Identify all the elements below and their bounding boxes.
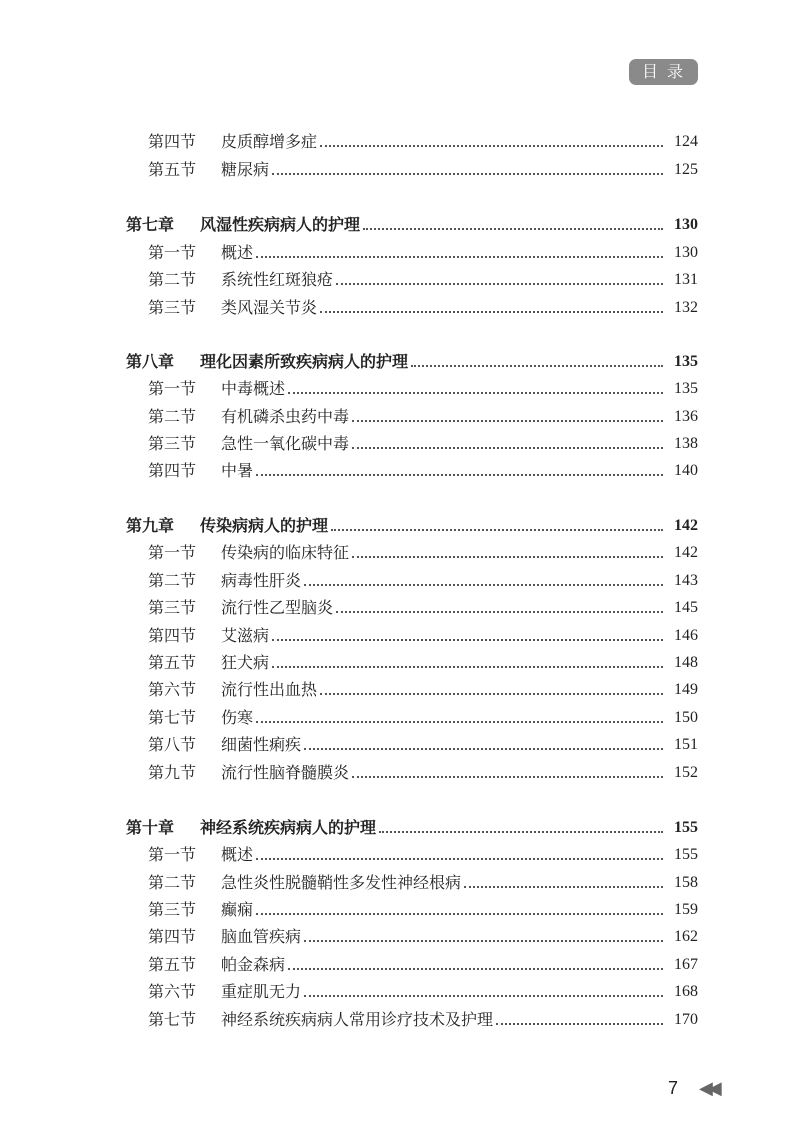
entry-number: 第二节: [148, 407, 197, 426]
double-left-arrow-icon: ◀◀: [699, 1078, 717, 1099]
entry-title: 系统性红斑狼疮: [221, 270, 334, 289]
entry-page-number: 140: [674, 462, 698, 479]
entry-title: 帕金森病: [221, 955, 286, 974]
entry-number: 第三节: [148, 900, 197, 919]
entry-number: 第六节: [148, 680, 197, 699]
toc-chapter-entry[interactable]: [0, 814, 800, 838]
entry-page-number: 150: [674, 709, 698, 726]
entry-number: 第十章: [126, 818, 175, 837]
dot-leader: [352, 420, 663, 422]
entry-title: 理化因素所致疾病病人的护理: [200, 352, 409, 371]
entry-title: 脑血管疾病: [221, 927, 302, 946]
dot-leader: [272, 666, 663, 668]
entry-number: 第八节: [148, 735, 197, 754]
entry-title: 中暑: [221, 461, 254, 480]
page-number: 7: [668, 1078, 679, 1098]
entry-title: 有机磷杀虫药中毒: [221, 407, 350, 426]
entry-number: 第四节: [148, 626, 197, 645]
entry-page-number: 149: [674, 681, 698, 698]
entry-page-number: 132: [674, 299, 698, 316]
entry-page-number: 135: [674, 353, 698, 370]
entry-title: 急性炎性脱髓鞘性多发性神经根病: [221, 873, 462, 892]
entry-title: 艾滋病: [221, 626, 270, 645]
entry-title: 神经系统疾病病人常用诊疗技术及护理: [221, 1010, 494, 1029]
toc-chapter-entry[interactable]: [0, 211, 800, 235]
toc-header-badge: 目 录: [629, 59, 698, 85]
entry-page-number: 158: [674, 874, 698, 891]
dot-leader: [272, 639, 663, 641]
toc-section-entry[interactable]: [0, 622, 800, 646]
entry-number: 第八章: [126, 352, 175, 371]
entry-page-number: 145: [674, 599, 698, 616]
entry-title: 中毒概述: [221, 379, 286, 398]
toc-section-entry[interactable]: [0, 676, 800, 700]
toc-section-entry[interactable]: [0, 239, 800, 263]
entry-number: 第一节: [148, 243, 197, 262]
entry-title: 流行性脑脊髓膜炎: [221, 763, 350, 782]
entry-title: 癫痫: [221, 900, 254, 919]
entry-number: 第六节: [148, 982, 197, 1001]
entry-title: 流行性出血热: [221, 680, 318, 699]
dot-leader: [256, 858, 663, 860]
toc-section-entry[interactable]: [0, 649, 800, 673]
entry-page-number: 130: [674, 216, 698, 233]
dot-leader: [320, 145, 663, 147]
dot-leader: [352, 776, 663, 778]
entry-title: 类风湿关节炎: [221, 298, 318, 317]
dot-leader: [320, 693, 663, 695]
entry-page-number: 162: [674, 928, 698, 945]
entry-number: 第二节: [148, 270, 197, 289]
dot-leader: [256, 474, 663, 476]
toc-section-entry[interactable]: [0, 869, 800, 893]
toc-section-entry[interactable]: [0, 951, 800, 975]
entry-page-number: 131: [674, 271, 698, 288]
entry-page-number: 152: [674, 764, 698, 781]
dot-leader: [352, 447, 663, 449]
toc-section-entry[interactable]: [0, 539, 800, 563]
dot-leader: [363, 228, 663, 230]
entry-page-number: 130: [674, 244, 698, 261]
dot-leader: [320, 311, 663, 313]
entry-number: 第九节: [148, 763, 197, 782]
entry-title: 皮质醇增多症: [221, 132, 318, 151]
entry-number: 第五节: [148, 653, 197, 672]
entry-page-number: 143: [674, 572, 698, 589]
entry-number: 第四节: [148, 927, 197, 946]
entry-title: 狂犬病: [221, 653, 270, 672]
entry-number: 第七章: [126, 215, 175, 234]
entry-number: 第二节: [148, 873, 197, 892]
entry-title: 传染病的临床特征: [221, 543, 350, 562]
toc-section-entry[interactable]: [0, 704, 800, 728]
entry-title: 风湿性疾病病人的护理: [200, 215, 361, 234]
dot-leader: [336, 611, 663, 613]
entry-title: 急性一氧化碳中毒: [221, 434, 350, 453]
toc-chapter-entry[interactable]: [0, 512, 800, 536]
toc-section-entry[interactable]: [0, 128, 800, 152]
dot-leader: [331, 529, 663, 531]
entry-page-number: 148: [674, 654, 698, 671]
dot-leader: [304, 584, 663, 586]
dot-leader: [352, 556, 663, 558]
entry-title: 细菌性痢疾: [221, 735, 302, 754]
toc-section-entry[interactable]: [0, 567, 800, 591]
entry-page-number: 138: [674, 435, 698, 452]
toc-section-entry[interactable]: [0, 923, 800, 947]
toc-section-entry[interactable]: [0, 841, 800, 865]
entry-number: 第三节: [148, 298, 197, 317]
entry-number: 第四节: [148, 461, 197, 480]
entry-page-number: 155: [674, 846, 698, 863]
dot-leader: [304, 995, 663, 997]
dot-leader: [304, 748, 663, 750]
entry-page-number: 151: [674, 736, 698, 753]
entry-page-number: 168: [674, 983, 698, 1000]
toc-section-entry[interactable]: [0, 375, 800, 399]
entry-title: 神经系统疾病病人的护理: [200, 818, 377, 837]
dot-leader: [256, 913, 663, 915]
entry-number: 第四节: [148, 132, 197, 151]
toc-section-entry[interactable]: [0, 294, 800, 318]
entry-page-number: 159: [674, 901, 698, 918]
dot-leader: [288, 968, 663, 970]
toc-section-entry[interactable]: [0, 266, 800, 290]
toc-chapter-entry[interactable]: [0, 348, 800, 372]
entry-number: 第一节: [148, 543, 197, 562]
entry-number: 第七节: [148, 708, 197, 727]
dot-leader: [464, 886, 663, 888]
entry-title: 糖尿病: [221, 160, 270, 179]
dot-leader: [272, 173, 663, 175]
toc-section-entry[interactable]: [0, 430, 800, 454]
entry-number: 第五节: [148, 160, 197, 179]
dot-leader: [411, 365, 663, 367]
entry-number: 第三节: [148, 434, 197, 453]
entry-number: 第九章: [126, 516, 175, 535]
toc-section-entry[interactable]: [0, 1006, 800, 1030]
entry-title: 伤寒: [221, 708, 254, 727]
entry-number: 第三节: [148, 598, 197, 617]
entry-page-number: 124: [674, 133, 698, 150]
entry-page-number: 146: [674, 627, 698, 644]
entry-number: 第七节: [148, 1010, 197, 1029]
toc-section-entry[interactable]: [0, 457, 800, 481]
toc-section-entry[interactable]: [0, 731, 800, 755]
entry-page-number: 167: [674, 956, 698, 973]
toc-section-entry[interactable]: [0, 896, 800, 920]
toc-section-entry[interactable]: [0, 759, 800, 783]
entry-page-number: 142: [674, 544, 698, 561]
entry-page-number: 125: [674, 161, 698, 178]
entry-page-number: 136: [674, 408, 698, 425]
entry-number: 第一节: [148, 845, 197, 864]
dot-leader: [288, 392, 663, 394]
entry-number: 第一节: [148, 379, 197, 398]
entry-title: 流行性乙型脑炎: [221, 598, 334, 617]
dot-leader: [379, 831, 663, 833]
entry-title: 概述: [221, 243, 254, 262]
entry-page-number: 155: [674, 819, 698, 836]
entry-number: 第二节: [148, 571, 197, 590]
dot-leader: [496, 1023, 663, 1025]
entry-page-number: 170: [674, 1011, 698, 1028]
dot-leader: [256, 721, 663, 723]
entry-page-number: 135: [674, 380, 698, 397]
entry-title: 传染病病人的护理: [200, 516, 329, 535]
entry-page-number: 142: [674, 517, 698, 534]
dot-leader: [256, 256, 663, 258]
dot-leader: [336, 283, 663, 285]
dot-leader: [304, 940, 663, 942]
toc-section-entry[interactable]: [0, 156, 800, 180]
entry-title: 病毒性肝炎: [221, 571, 302, 590]
toc-section-entry[interactable]: [0, 403, 800, 427]
entry-number: 第五节: [148, 955, 197, 974]
entry-title: 概述: [221, 845, 254, 864]
toc-section-entry[interactable]: [0, 978, 800, 1002]
entry-title: 重症肌无力: [221, 982, 302, 1001]
toc-section-entry[interactable]: [0, 594, 800, 618]
